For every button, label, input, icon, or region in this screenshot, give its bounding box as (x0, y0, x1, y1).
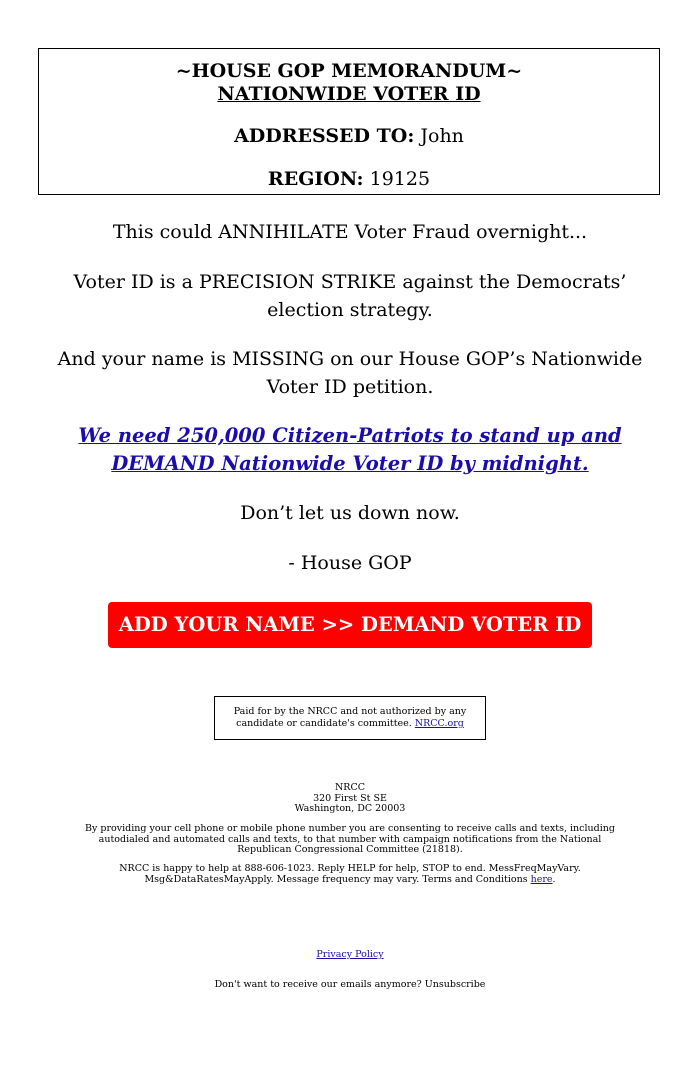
disclaimer-text: Paid for by the NRCC and not authorized by any candidate or candidate's committee. (233, 706, 467, 729)
intro-paragraph: This could ANNIHILATE Voter Fraud overnight... (112, 221, 588, 243)
unsubscribe-text[interactable]: Don't want to receive our emails anymore? Unsubscribe (214, 979, 486, 990)
addressed-to-label: ADDRESSED TO: (234, 125, 415, 147)
address-street: 320 First St SE (313, 792, 387, 804)
privacy-policy-link[interactable]: Privacy Policy (316, 949, 384, 960)
strike-paragraph: Voter ID is a PRECISION STRIKE against the Democrats’ election strategy. (73, 271, 627, 321)
memo-subtitle: NATIONWIDE VOTER ID (217, 83, 481, 105)
mailing-address (80, 783, 620, 815)
memo-header-box (38, 48, 660, 195)
addressed-to-value: John (420, 125, 464, 147)
privacy-policy-row (80, 950, 620, 961)
add-your-name-button[interactable]: ADD YOUR NAME >> DEMAND VOTER ID (108, 602, 592, 648)
memo-title: ~HOUSE GOP MEMORANDUM~ (175, 60, 523, 82)
address-name: NRCC (334, 782, 365, 793)
dont-let-down-paragraph: Don’t let us down now. (240, 502, 460, 524)
help-text-end: . (552, 873, 556, 885)
missing-name-paragraph: And your name is MISSING on our House GOP’s Nationwide Voter ID petition. (57, 348, 643, 398)
region-label: REGION: (267, 168, 364, 190)
signature: - House GOP (288, 552, 412, 574)
region-line (39, 167, 659, 191)
address-city: Washington, DC 20003 (294, 803, 406, 814)
nrcc-link[interactable]: NRCC.org (414, 718, 464, 729)
help-text (80, 864, 620, 885)
paid-for-disclaimer (214, 696, 486, 740)
terms-link[interactable]: here (530, 873, 553, 885)
petition-link[interactable]: We need 250,000 Citizen-Patriots to stand up and DEMAND Nationwide Voter ID by midnight. (78, 424, 622, 475)
addressed-to-line (39, 124, 659, 148)
region-value: 19125 (369, 168, 431, 190)
help-text-body: NRCC is happy to help at 888-606-1023. Reply HELP for help, STOP to end. MessFreqMayVary. Msg&DataRatesMayApply. Message frequency may vary. Terms and Conditions (119, 863, 581, 885)
consent-text: By providing your cell phone or mobile phone number you are consenting to receive calls and texts, including autodialed and automated calls and texts, to that number with campaign notifications from the National Republican Congressional Committee (21818). (85, 823, 615, 855)
